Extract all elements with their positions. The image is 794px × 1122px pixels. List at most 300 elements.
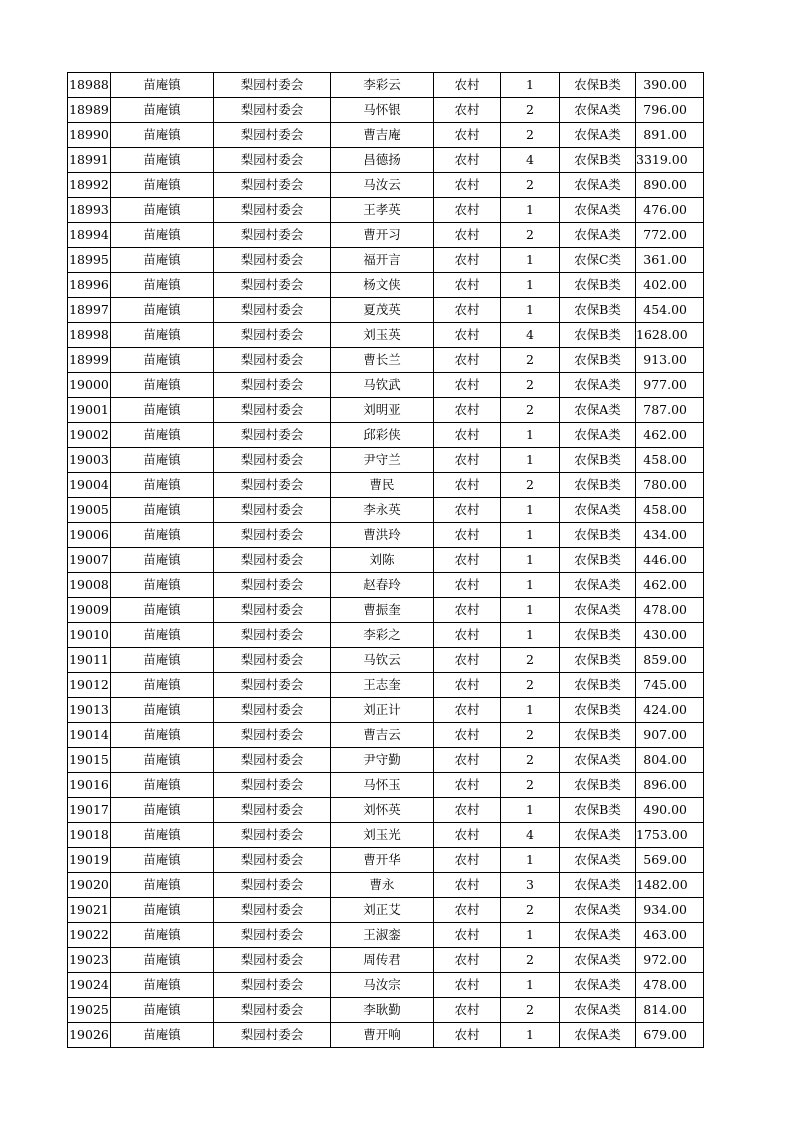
area-type-cell: 农村 — [434, 573, 501, 598]
town-cell: 苗庵镇 — [111, 698, 214, 723]
table-row — [68, 323, 704, 348]
town-cell: 苗庵镇 — [111, 273, 214, 298]
area-type-cell: 农村 — [434, 673, 501, 698]
area-type-cell: 农村 — [434, 73, 501, 98]
amount-cell: 679.00 — [636, 1023, 704, 1048]
category-cell: 农保A类 — [560, 223, 636, 248]
table-row — [68, 823, 704, 848]
row-id-cell: 19004 — [68, 473, 111, 498]
town-cell: 苗庵镇 — [111, 848, 214, 873]
area-type-cell: 农村 — [434, 523, 501, 548]
town-cell: 苗庵镇 — [111, 248, 214, 273]
household-size-cell: 2 — [501, 648, 560, 673]
village-committee-cell: 梨园村委会 — [214, 623, 331, 648]
village-committee-cell: 梨园村委会 — [214, 798, 331, 823]
area-type-cell: 农村 — [434, 648, 501, 673]
amount-cell: 458.00 — [636, 498, 704, 523]
amount-cell: 569.00 — [636, 848, 704, 873]
household-size-cell: 1 — [501, 923, 560, 948]
row-id-cell: 18989 — [68, 98, 111, 123]
town-cell: 苗庵镇 — [111, 623, 214, 648]
name-cell: 曹长兰 — [331, 348, 434, 373]
row-id-cell: 19003 — [68, 448, 111, 473]
row-id-cell: 19014 — [68, 723, 111, 748]
household-size-cell: 1 — [501, 498, 560, 523]
table-row — [68, 673, 704, 698]
category-cell: 农保B类 — [560, 698, 636, 723]
household-size-cell: 1 — [501, 798, 560, 823]
category-cell: 农保B类 — [560, 723, 636, 748]
table-row — [68, 373, 704, 398]
town-cell: 苗庵镇 — [111, 923, 214, 948]
name-cell: 李永英 — [331, 498, 434, 523]
name-cell: 周传君 — [331, 948, 434, 973]
category-cell: 农保B类 — [560, 473, 636, 498]
town-cell: 苗庵镇 — [111, 398, 214, 423]
table-row — [68, 798, 704, 823]
table-row — [68, 698, 704, 723]
household-size-cell: 1 — [501, 198, 560, 223]
area-type-cell: 农村 — [434, 898, 501, 923]
amount-cell: 934.00 — [636, 898, 704, 923]
town-cell: 苗庵镇 — [111, 348, 214, 373]
row-id-cell: 19024 — [68, 973, 111, 998]
household-size-cell: 2 — [501, 173, 560, 198]
area-type-cell: 农村 — [434, 498, 501, 523]
row-id-cell: 19000 — [68, 373, 111, 398]
name-cell: 昌德扬 — [331, 148, 434, 173]
area-type-cell: 农村 — [434, 398, 501, 423]
household-size-cell: 2 — [501, 373, 560, 398]
village-committee-cell: 梨园村委会 — [214, 173, 331, 198]
row-id-cell: 18993 — [68, 198, 111, 223]
town-cell: 苗庵镇 — [111, 798, 214, 823]
name-cell: 曹吉庵 — [331, 123, 434, 148]
town-cell: 苗庵镇 — [111, 898, 214, 923]
table-row — [68, 473, 704, 498]
table-row — [68, 123, 704, 148]
village-committee-cell: 梨园村委会 — [214, 448, 331, 473]
row-id-cell: 19019 — [68, 848, 111, 873]
household-size-cell: 2 — [501, 948, 560, 973]
town-cell: 苗庵镇 — [111, 573, 214, 598]
category-cell: 农保B类 — [560, 673, 636, 698]
name-cell: 王淑銮 — [331, 923, 434, 948]
area-type-cell: 农村 — [434, 973, 501, 998]
area-type-cell: 农村 — [434, 348, 501, 373]
category-cell: 农保B类 — [560, 273, 636, 298]
table-row — [68, 848, 704, 873]
village-committee-cell: 梨园村委会 — [214, 523, 331, 548]
assistance-table — [67, 72, 704, 1048]
village-committee-cell: 梨园村委会 — [214, 748, 331, 773]
village-committee-cell: 梨园村委会 — [214, 273, 331, 298]
row-id-cell: 19006 — [68, 523, 111, 548]
town-cell: 苗庵镇 — [111, 1023, 214, 1048]
name-cell: 刘玉光 — [331, 823, 434, 848]
town-cell: 苗庵镇 — [111, 198, 214, 223]
name-cell: 曹振奎 — [331, 598, 434, 623]
amount-cell: 390.00 — [636, 73, 704, 98]
town-cell: 苗庵镇 — [111, 373, 214, 398]
row-id-cell: 18994 — [68, 223, 111, 248]
village-committee-cell: 梨园村委会 — [214, 898, 331, 923]
village-committee-cell: 梨园村委会 — [214, 248, 331, 273]
area-type-cell: 农村 — [434, 473, 501, 498]
amount-cell: 787.00 — [636, 398, 704, 423]
household-size-cell: 2 — [501, 223, 560, 248]
table-row — [68, 248, 704, 273]
category-cell: 农保B类 — [560, 523, 636, 548]
village-committee-cell: 梨园村委会 — [214, 348, 331, 373]
amount-cell: 1628.00 — [636, 323, 704, 348]
name-cell: 李彩云 — [331, 73, 434, 98]
amount-cell: 891.00 — [636, 123, 704, 148]
table-row — [68, 873, 704, 898]
table-row — [68, 98, 704, 123]
area-type-cell: 农村 — [434, 823, 501, 848]
amount-cell: 772.00 — [636, 223, 704, 248]
name-cell: 马钦云 — [331, 648, 434, 673]
town-cell: 苗庵镇 — [111, 73, 214, 98]
category-cell: 农保A类 — [560, 873, 636, 898]
town-cell: 苗庵镇 — [111, 748, 214, 773]
village-committee-cell: 梨园村委会 — [214, 873, 331, 898]
amount-cell: 463.00 — [636, 923, 704, 948]
row-id-cell: 18991 — [68, 148, 111, 173]
amount-cell: 402.00 — [636, 273, 704, 298]
household-size-cell: 2 — [501, 98, 560, 123]
household-size-cell: 1 — [501, 973, 560, 998]
town-cell: 苗庵镇 — [111, 223, 214, 248]
name-cell: 夏茂英 — [331, 298, 434, 323]
name-cell: 曹永 — [331, 873, 434, 898]
amount-cell: 476.00 — [636, 198, 704, 223]
area-type-cell: 农村 — [434, 848, 501, 873]
table-row — [68, 923, 704, 948]
village-committee-cell: 梨园村委会 — [214, 648, 331, 673]
category-cell: 农保B类 — [560, 623, 636, 648]
town-cell: 苗庵镇 — [111, 498, 214, 523]
area-type-cell: 农村 — [434, 373, 501, 398]
category-cell: 农保B类 — [560, 348, 636, 373]
household-size-cell: 1 — [501, 573, 560, 598]
table-row — [68, 398, 704, 423]
household-size-cell: 1 — [501, 523, 560, 548]
town-cell: 苗庵镇 — [111, 973, 214, 998]
household-size-cell: 2 — [501, 673, 560, 698]
area-type-cell: 农村 — [434, 998, 501, 1023]
category-cell: 农保B类 — [560, 448, 636, 473]
category-cell: 农保A类 — [560, 848, 636, 873]
area-type-cell: 农村 — [434, 723, 501, 748]
category-cell: 农保A类 — [560, 573, 636, 598]
name-cell: 马怀玉 — [331, 773, 434, 798]
town-cell: 苗庵镇 — [111, 648, 214, 673]
name-cell: 刘玉英 — [331, 323, 434, 348]
village-committee-cell: 梨园村委会 — [214, 473, 331, 498]
table-row — [68, 298, 704, 323]
household-size-cell: 1 — [501, 1023, 560, 1048]
area-type-cell: 农村 — [434, 773, 501, 798]
name-cell: 马汝宗 — [331, 973, 434, 998]
category-cell: 农保A类 — [560, 173, 636, 198]
name-cell: 刘怀英 — [331, 798, 434, 823]
row-id-cell: 19005 — [68, 498, 111, 523]
name-cell: 刘明亚 — [331, 398, 434, 423]
household-size-cell: 2 — [501, 348, 560, 373]
category-cell: 农保B类 — [560, 148, 636, 173]
village-committee-cell: 梨园村委会 — [214, 848, 331, 873]
row-id-cell: 19008 — [68, 573, 111, 598]
table-row — [68, 348, 704, 373]
category-cell: 农保B类 — [560, 648, 636, 673]
table-row — [68, 998, 704, 1023]
row-id-cell: 19017 — [68, 798, 111, 823]
amount-cell: 361.00 — [636, 248, 704, 273]
household-size-cell: 1 — [501, 698, 560, 723]
amount-cell: 796.00 — [636, 98, 704, 123]
village-committee-cell: 梨园村委会 — [214, 923, 331, 948]
area-type-cell: 农村 — [434, 423, 501, 448]
name-cell: 王孝英 — [331, 198, 434, 223]
town-cell: 苗庵镇 — [111, 98, 214, 123]
town-cell: 苗庵镇 — [111, 773, 214, 798]
village-committee-cell: 梨园村委会 — [214, 98, 331, 123]
amount-cell: 972.00 — [636, 948, 704, 973]
area-type-cell: 农村 — [434, 748, 501, 773]
town-cell: 苗庵镇 — [111, 598, 214, 623]
area-type-cell: 农村 — [434, 623, 501, 648]
area-type-cell: 农村 — [434, 273, 501, 298]
area-type-cell: 农村 — [434, 323, 501, 348]
table-row — [68, 1023, 704, 1048]
area-type-cell: 农村 — [434, 923, 501, 948]
table-row — [68, 173, 704, 198]
row-id-cell: 19015 — [68, 748, 111, 773]
row-id-cell: 19010 — [68, 623, 111, 648]
town-cell: 苗庵镇 — [111, 673, 214, 698]
row-id-cell: 19022 — [68, 923, 111, 948]
row-id-cell: 19013 — [68, 698, 111, 723]
table-row — [68, 748, 704, 773]
table-body — [68, 73, 704, 1048]
category-cell: 农保C类 — [560, 248, 636, 273]
name-cell: 邱彩侠 — [331, 423, 434, 448]
village-committee-cell: 梨园村委会 — [214, 1023, 331, 1048]
town-cell: 苗庵镇 — [111, 548, 214, 573]
area-type-cell: 农村 — [434, 798, 501, 823]
table-row — [68, 423, 704, 448]
area-type-cell: 农村 — [434, 548, 501, 573]
name-cell: 尹守兰 — [331, 448, 434, 473]
row-id-cell: 19016 — [68, 773, 111, 798]
category-cell: 农保A类 — [560, 423, 636, 448]
village-committee-cell: 梨园村委会 — [214, 598, 331, 623]
village-committee-cell: 梨园村委会 — [214, 73, 331, 98]
village-committee-cell: 梨园村委会 — [214, 123, 331, 148]
household-size-cell: 2 — [501, 398, 560, 423]
amount-cell: 424.00 — [636, 698, 704, 723]
amount-cell: 1482.00 — [636, 873, 704, 898]
household-size-cell: 2 — [501, 748, 560, 773]
village-committee-cell: 梨园村委会 — [214, 398, 331, 423]
name-cell: 李耿勤 — [331, 998, 434, 1023]
table-row — [68, 623, 704, 648]
category-cell: 农保A类 — [560, 123, 636, 148]
town-cell: 苗庵镇 — [111, 123, 214, 148]
household-size-cell: 1 — [501, 848, 560, 873]
row-id-cell: 18992 — [68, 173, 111, 198]
household-size-cell: 2 — [501, 123, 560, 148]
row-id-cell: 18988 — [68, 73, 111, 98]
name-cell: 马怀银 — [331, 98, 434, 123]
category-cell: 农保A类 — [560, 373, 636, 398]
area-type-cell: 农村 — [434, 448, 501, 473]
name-cell: 李彩之 — [331, 623, 434, 648]
village-committee-cell: 梨园村委会 — [214, 223, 331, 248]
household-size-cell: 4 — [501, 323, 560, 348]
table-row — [68, 498, 704, 523]
town-cell: 苗庵镇 — [111, 473, 214, 498]
row-id-cell: 19011 — [68, 648, 111, 673]
household-size-cell: 1 — [501, 548, 560, 573]
household-size-cell: 1 — [501, 623, 560, 648]
category-cell: 农保A类 — [560, 898, 636, 923]
household-size-cell: 1 — [501, 298, 560, 323]
table-row — [68, 948, 704, 973]
area-type-cell: 农村 — [434, 298, 501, 323]
row-id-cell: 19021 — [68, 898, 111, 923]
town-cell: 苗庵镇 — [111, 723, 214, 748]
amount-cell: 478.00 — [636, 973, 704, 998]
category-cell: 农保B类 — [560, 798, 636, 823]
row-id-cell: 19023 — [68, 948, 111, 973]
category-cell: 农保A类 — [560, 1023, 636, 1048]
area-type-cell: 农村 — [434, 173, 501, 198]
category-cell: 农保A类 — [560, 398, 636, 423]
amount-cell: 814.00 — [636, 998, 704, 1023]
category-cell: 农保A类 — [560, 923, 636, 948]
area-type-cell: 农村 — [434, 698, 501, 723]
village-committee-cell: 梨园村委会 — [214, 823, 331, 848]
town-cell: 苗庵镇 — [111, 448, 214, 473]
row-id-cell: 19001 — [68, 398, 111, 423]
name-cell: 曹开习 — [331, 223, 434, 248]
amount-cell: 454.00 — [636, 298, 704, 323]
category-cell: 农保B类 — [560, 73, 636, 98]
row-id-cell: 19025 — [68, 998, 111, 1023]
amount-cell: 913.00 — [636, 348, 704, 373]
amount-cell: 977.00 — [636, 373, 704, 398]
village-committee-cell: 梨园村委会 — [214, 373, 331, 398]
household-size-cell: 3 — [501, 873, 560, 898]
household-size-cell: 2 — [501, 998, 560, 1023]
name-cell: 曹吉云 — [331, 723, 434, 748]
category-cell: 农保A类 — [560, 98, 636, 123]
name-cell: 福开言 — [331, 248, 434, 273]
row-id-cell: 18990 — [68, 123, 111, 148]
village-committee-cell: 梨园村委会 — [214, 423, 331, 448]
amount-cell: 780.00 — [636, 473, 704, 498]
amount-cell: 458.00 — [636, 448, 704, 473]
household-size-cell: 2 — [501, 723, 560, 748]
row-id-cell: 19020 — [68, 873, 111, 898]
name-cell: 曹开华 — [331, 848, 434, 873]
category-cell: 农保A类 — [560, 823, 636, 848]
name-cell: 刘陈 — [331, 548, 434, 573]
amount-cell: 434.00 — [636, 523, 704, 548]
category-cell: 农保A类 — [560, 973, 636, 998]
village-committee-cell: 梨园村委会 — [214, 673, 331, 698]
row-id-cell: 19018 — [68, 823, 111, 848]
category-cell: 农保A类 — [560, 598, 636, 623]
category-cell: 农保A类 — [560, 998, 636, 1023]
village-committee-cell: 梨园村委会 — [214, 773, 331, 798]
household-size-cell: 1 — [501, 73, 560, 98]
area-type-cell: 农村 — [434, 198, 501, 223]
village-committee-cell: 梨园村委会 — [214, 573, 331, 598]
amount-cell: 430.00 — [636, 623, 704, 648]
village-committee-cell: 梨园村委会 — [214, 698, 331, 723]
category-cell: 农保B类 — [560, 548, 636, 573]
table-row — [68, 548, 704, 573]
town-cell: 苗庵镇 — [111, 523, 214, 548]
village-committee-cell: 梨园村委会 — [214, 498, 331, 523]
village-committee-cell: 梨园村委会 — [214, 548, 331, 573]
town-cell: 苗庵镇 — [111, 823, 214, 848]
household-size-cell: 1 — [501, 448, 560, 473]
row-id-cell: 19012 — [68, 673, 111, 698]
table-row — [68, 448, 704, 473]
village-committee-cell: 梨园村委会 — [214, 948, 331, 973]
name-cell: 刘正艾 — [331, 898, 434, 923]
village-committee-cell: 梨园村委会 — [214, 998, 331, 1023]
category-cell: 农保A类 — [560, 748, 636, 773]
name-cell: 赵春玲 — [331, 573, 434, 598]
row-id-cell: 18995 — [68, 248, 111, 273]
area-type-cell: 农村 — [434, 98, 501, 123]
town-cell: 苗庵镇 — [111, 998, 214, 1023]
household-size-cell: 2 — [501, 773, 560, 798]
amount-cell: 478.00 — [636, 598, 704, 623]
household-size-cell: 1 — [501, 248, 560, 273]
row-id-cell: 19007 — [68, 548, 111, 573]
table-row — [68, 273, 704, 298]
category-cell: 农保A类 — [560, 198, 636, 223]
table-row — [68, 723, 704, 748]
area-type-cell: 农村 — [434, 123, 501, 148]
row-id-cell: 19009 — [68, 598, 111, 623]
table-row — [68, 198, 704, 223]
town-cell: 苗庵镇 — [111, 298, 214, 323]
household-size-cell: 1 — [501, 273, 560, 298]
area-type-cell: 农村 — [434, 1023, 501, 1048]
amount-cell: 745.00 — [636, 673, 704, 698]
table-row — [68, 223, 704, 248]
amount-cell: 490.00 — [636, 798, 704, 823]
table-row — [68, 73, 704, 98]
category-cell: 农保B类 — [560, 323, 636, 348]
town-cell: 苗庵镇 — [111, 173, 214, 198]
name-cell: 杨文侠 — [331, 273, 434, 298]
area-type-cell: 农村 — [434, 873, 501, 898]
row-id-cell: 18999 — [68, 348, 111, 373]
amount-cell: 446.00 — [636, 548, 704, 573]
village-committee-cell: 梨园村委会 — [214, 723, 331, 748]
category-cell: 农保B类 — [560, 298, 636, 323]
name-cell: 尹守勤 — [331, 748, 434, 773]
